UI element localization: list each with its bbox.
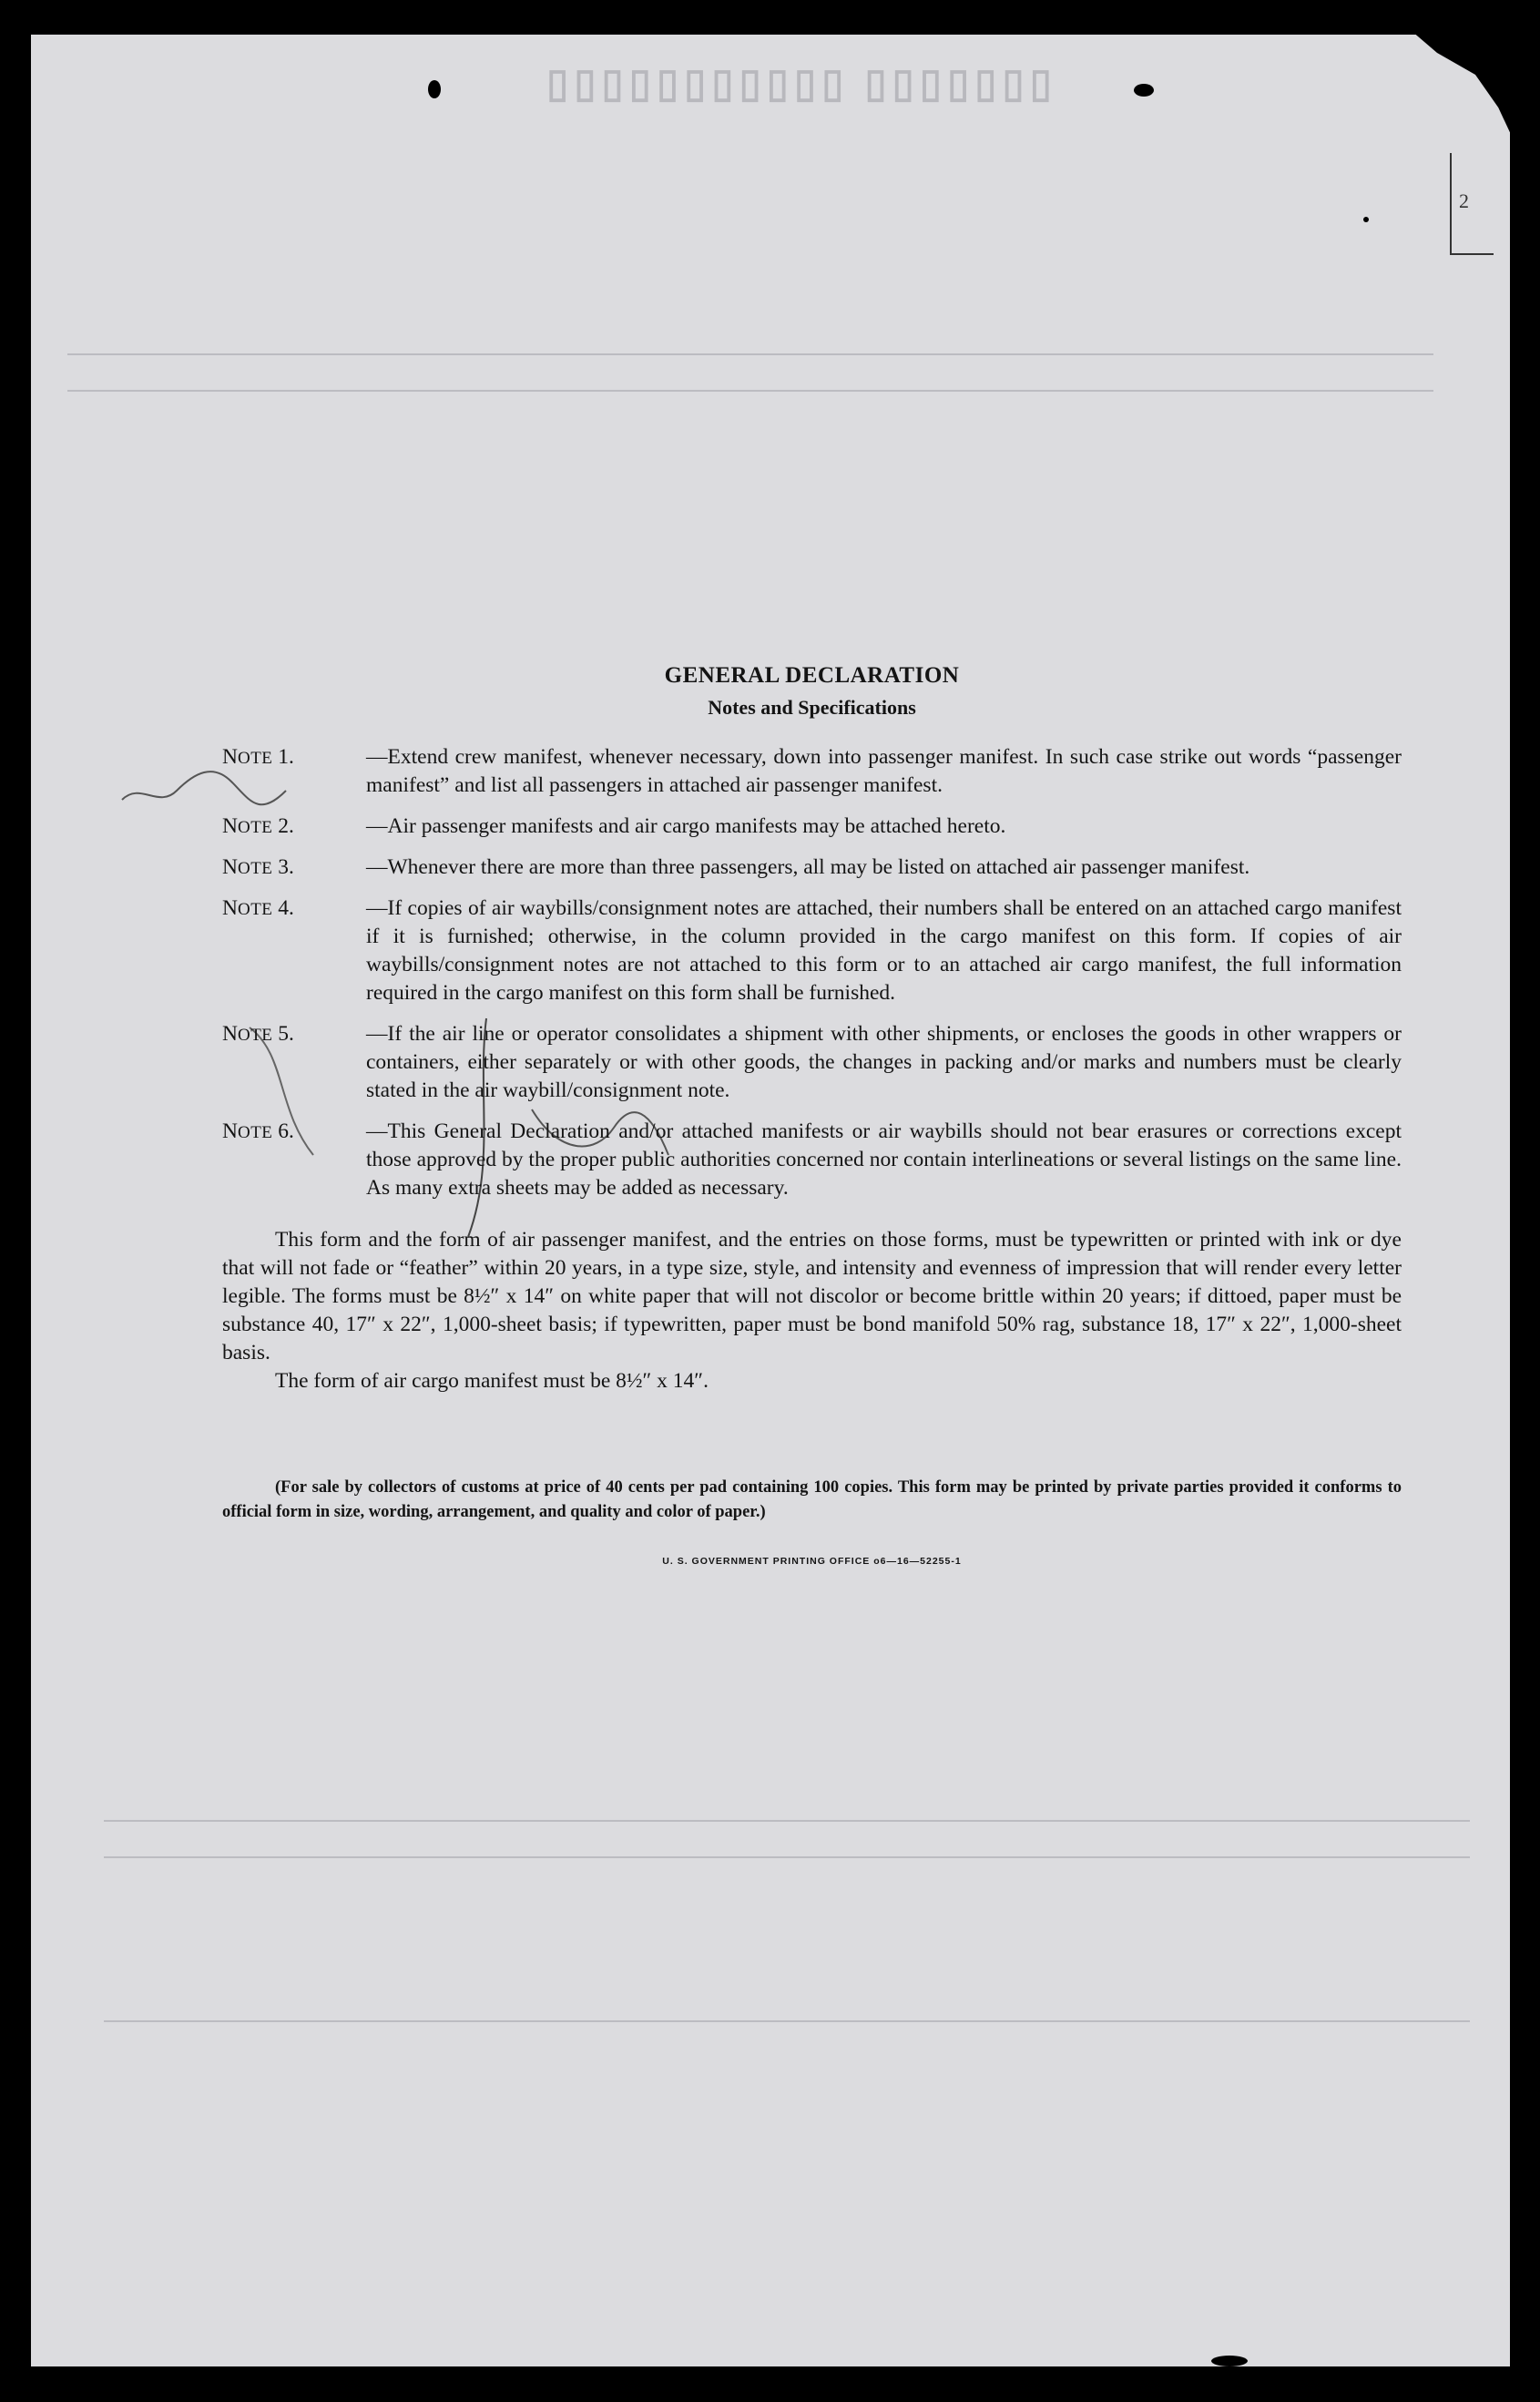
note-2: [222, 813, 1402, 841]
note-label: NOTE 6.: [222, 1119, 294, 1143]
printing-office-line: U. S. GOVERNMENT PRINTING OFFICE o6—16—52255-1: [662, 1556, 962, 1567]
corner-mark: 2: [1459, 189, 1469, 212]
scan-speck: [428, 80, 441, 98]
note-5: [222, 1020, 1402, 1105]
show-through-rule: [104, 1820, 1470, 1822]
scan-speck: [1211, 2356, 1248, 2366]
show-through-rule: [104, 2020, 1470, 2022]
scan-speck: [1134, 84, 1154, 97]
note-6: [222, 1118, 1402, 1202]
note-text: —This General Declaration and/or attached manifests or air waybills should not bear erasures or corrections except those approved by the proper public authorities concerned nor contain interlineations or several listings on the same line. As many extra sheets may be added as necessary.: [366, 1119, 1402, 1200]
sale-notice: (For sale by collectors of customs at price of 40 cents per pad containing 100 copies. This form may be printed by private parties provided it conforms to official form in size, wording, arrangement, and quality and color of paper.): [222, 1478, 1402, 1521]
show-through-rule: [104, 1856, 1470, 1858]
show-through-rule: [67, 353, 1433, 355]
scan-speck: [1363, 217, 1369, 222]
note-3: [222, 853, 1402, 882]
note-label: NOTE 4.: [222, 896, 294, 920]
note-4: [222, 894, 1402, 1007]
document-subtitle: Notes and Specifications: [708, 696, 916, 719]
note-text: —Extend crew manifest, whenever necessary, down into passenger manifest. In such case strike out words “passenger manifest” and list all passengers in attached air passenger manifest.: [366, 745, 1402, 797]
show-through-heading: ▯▯▯▯▯▯▯ ▯▯▯▯▯▯▯▯▯▯▯: [541, 61, 1052, 106]
note-text: —Air passenger manifests and air cargo manifests may be attached hereto.: [366, 814, 1006, 838]
form-paragraph: This form and the form of air passenger manifest, and the entries on those forms, must be typewritten or printed with ink or dye that will not fade or “feather” within 20 years, in a type size, style, and intensity and evenness of impression that will render every letter legible. The forms must be 8½″ x 14″ on white paper that will not discolor or become brittle within 20 years; if dittoed, paper must be substance 40, 17″ x 22″, 1,000-sheet basis; if typewritten, paper must be bond manifold 50% rag, substance 18, 17″ x 22″, 1,000-sheet basis.: [222, 1228, 1402, 1365]
note-label: NOTE 2.: [222, 814, 294, 838]
note-text: —Whenever there are more than three passengers, all may be listed on attached air passenger manifest.: [366, 855, 1250, 879]
note-label: NOTE 3.: [222, 855, 294, 879]
note-text: —If copies of air waybills/consignment notes are attached, their numbers shall be entered on an attached cargo manifest if it is furnished; otherwise, in the column provided in the cargo manifest on this form. If copies of air waybills/consignment notes are not attached to this form or to an attached air cargo manifest, the full information required in the cargo manifest on this form shall be furnished.: [366, 896, 1402, 1005]
note-label: NOTE 5.: [222, 1022, 294, 1046]
notes-content: [222, 663, 1402, 1567]
note-label: NOTE 1.: [222, 745, 294, 769]
note-1: [222, 743, 1402, 800]
document-title: GENERAL DECLARATION: [664, 663, 960, 688]
cargo-manifest-line: The form of air cargo manifest must be 8½″ x 14″.: [275, 1369, 709, 1393]
torn-corner: [1386, 35, 1510, 140]
show-through-rule: [67, 390, 1433, 392]
corner-tab: [1450, 153, 1494, 255]
document-page: [31, 35, 1510, 2366]
note-text: —If the air line or operator consolidates a shipment with other shipments, or encloses the goods in other wrappers or containers, either separately or with other goods, the changes in packing and/or marks and numbers must be clearly stated in the air waybill/consignment note.: [366, 1022, 1402, 1102]
